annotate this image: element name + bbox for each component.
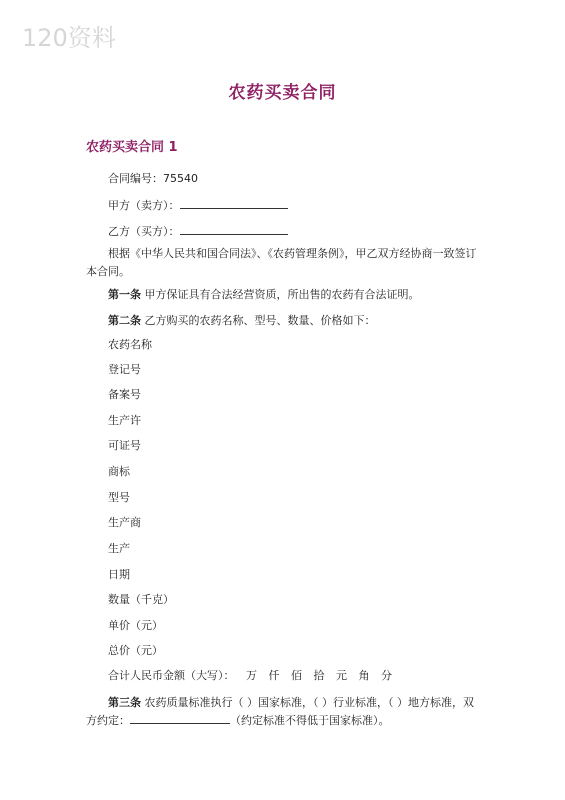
party-b-blank bbox=[180, 223, 288, 235]
section-title: 农药买卖合同 1 bbox=[86, 140, 178, 155]
unit-wan: 万 bbox=[246, 669, 257, 682]
article-1-label: 第一条 bbox=[108, 288, 141, 301]
item-production-license-1: 生产许 bbox=[108, 414, 141, 427]
article-3-text-2: （约定标准不得低于国家标准）。 bbox=[230, 714, 390, 727]
item-model: 型号 bbox=[108, 491, 130, 504]
party-a-label: 甲方（卖方）： bbox=[108, 199, 180, 212]
watermark: 120资料 bbox=[22, 24, 116, 52]
document-title: 农药买卖合同 bbox=[228, 83, 337, 103]
item-filing-no: 备案号 bbox=[108, 388, 141, 401]
article-1 bbox=[86, 286, 478, 304]
item-production-date-2: 日期 bbox=[108, 568, 130, 581]
unit-qian: 仟 bbox=[268, 669, 280, 682]
item-trademark: 商标 bbox=[108, 465, 130, 478]
party-b-line bbox=[108, 223, 288, 239]
item-production-date-1: 生产 bbox=[108, 542, 130, 555]
item-production-license-2: 可证号 bbox=[108, 439, 141, 452]
article-1-text: 甲方保证具有合法经营资质，所出售的农药有合法证明。 bbox=[144, 288, 420, 301]
article-3-blank bbox=[130, 712, 230, 724]
unit-fen: 分 bbox=[381, 669, 392, 682]
total-amount-line bbox=[108, 669, 392, 683]
article-2-label: 第二条 bbox=[108, 314, 141, 327]
item-registration-no: 登记号 bbox=[108, 363, 141, 376]
unit-yuan: 元 bbox=[336, 669, 347, 682]
article-3-text-1: 农药质量标准执行（ ）国家标准，（ ）行业标准，（ ）地方标准，双方约定： bbox=[86, 696, 474, 727]
unit-jiao: 角 bbox=[358, 669, 370, 682]
party-b-label: 乙方（买方）： bbox=[108, 225, 180, 238]
unit-shi: 拾 bbox=[313, 669, 325, 682]
party-a-line bbox=[108, 197, 288, 213]
intro-paragraph: 根据《中华人民共和国合同法》、《农药管理条例》，甲乙双方经协商一致签订本合同。 bbox=[86, 247, 477, 278]
unit-bai: 佰 bbox=[291, 669, 302, 682]
item-manufacturer: 生产商 bbox=[108, 516, 141, 529]
article-2 bbox=[86, 312, 478, 330]
item-pesticide-name: 农药名称 bbox=[108, 338, 152, 351]
total-amount-label: 合计人民币金额（大写）： bbox=[108, 669, 235, 682]
article-3-label: 第三条 bbox=[108, 696, 141, 709]
article-3 bbox=[86, 694, 478, 730]
item-quantity: 数量（千克） bbox=[108, 593, 174, 606]
article-2-text: 乙方购买的农药名称、型号、数量、价格如下： bbox=[144, 314, 376, 327]
item-unit-price: 单价（元） bbox=[108, 619, 163, 632]
party-a-blank bbox=[180, 197, 288, 209]
contract-number: 合同编号：75540 bbox=[108, 172, 198, 185]
item-total-price: 总价（元） bbox=[108, 644, 163, 657]
